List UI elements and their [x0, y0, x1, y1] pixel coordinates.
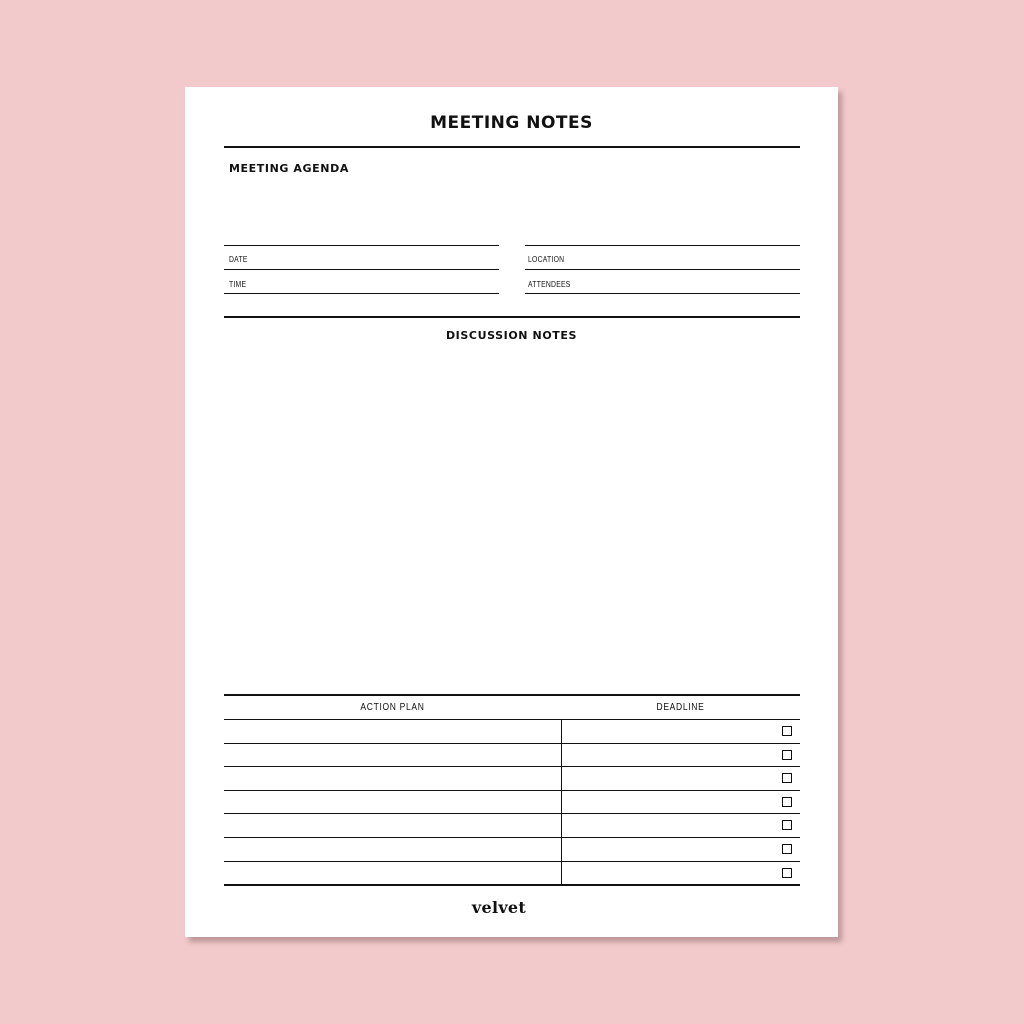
action-table-top-rule [224, 694, 800, 696]
discussion-notes-heading: DISCUSSION NOTES [445, 329, 578, 342]
action-plan-cell[interactable] [228, 841, 558, 857]
time-field[interactable] [255, 271, 499, 293]
table-row-separator [224, 861, 800, 862]
meeting-agenda-area[interactable] [224, 179, 800, 243]
action-plan-cell[interactable] [228, 817, 558, 833]
location-label: LOCATION [528, 255, 565, 264]
velvet-logo: velvet [471, 898, 527, 917]
location-field[interactable] [575, 247, 800, 269]
deadline-cell[interactable] [566, 770, 766, 786]
action-plan-cell[interactable] [228, 747, 558, 763]
title-underline [224, 146, 800, 148]
deadline-checkbox[interactable] [782, 820, 792, 830]
deadline-checkbox[interactable] [782, 750, 792, 760]
deadline-cell[interactable] [566, 841, 766, 857]
details-left-top-rule [224, 245, 499, 246]
table-row-separator [224, 766, 800, 767]
discussion-top-rule [224, 316, 800, 318]
deadline-checkbox[interactable] [782, 726, 792, 736]
table-row-separator [224, 790, 800, 791]
meeting-notes-sheet [185, 87, 838, 937]
deadline-header: DEADLINE [656, 702, 705, 713]
action-table-bottom-rule [224, 884, 800, 886]
attendees-label: ATTENDEES [528, 280, 571, 289]
deadline-checkbox[interactable] [782, 868, 792, 878]
page-title: MEETING NOTES [430, 113, 593, 133]
deadline-checkbox[interactable] [782, 797, 792, 807]
action-plan-cell[interactable] [228, 865, 558, 881]
location-underline [525, 269, 800, 270]
date-field[interactable] [255, 247, 499, 269]
date-underline [224, 269, 499, 270]
deadline-cell[interactable] [566, 723, 766, 739]
time-label: TIME [229, 280, 247, 289]
action-plan-cell[interactable] [228, 723, 558, 739]
meeting-agenda-heading: MEETING AGENDA [229, 162, 349, 175]
deadline-checkbox[interactable] [782, 773, 792, 783]
deadline-cell[interactable] [566, 747, 766, 763]
action-plan-cell[interactable] [228, 794, 558, 810]
deadline-checkbox[interactable] [782, 844, 792, 854]
details-right-top-rule [525, 245, 800, 246]
attendees-underline [525, 293, 800, 294]
action-plan-header: ACTION PLAN [360, 702, 425, 713]
action-plan-cell[interactable] [228, 770, 558, 786]
table-row-separator [224, 837, 800, 838]
deadline-cell[interactable] [566, 794, 766, 810]
deadline-cell[interactable] [566, 865, 766, 881]
deadline-cell[interactable] [566, 817, 766, 833]
discussion-notes-area[interactable] [224, 349, 800, 691]
action-table-divider [561, 719, 562, 884]
table-row-separator [224, 743, 800, 744]
attendees-field[interactable] [575, 271, 800, 293]
time-underline [224, 293, 499, 294]
table-row-separator [224, 813, 800, 814]
date-label: DATE [229, 255, 248, 264]
table-row-separator [224, 719, 800, 720]
